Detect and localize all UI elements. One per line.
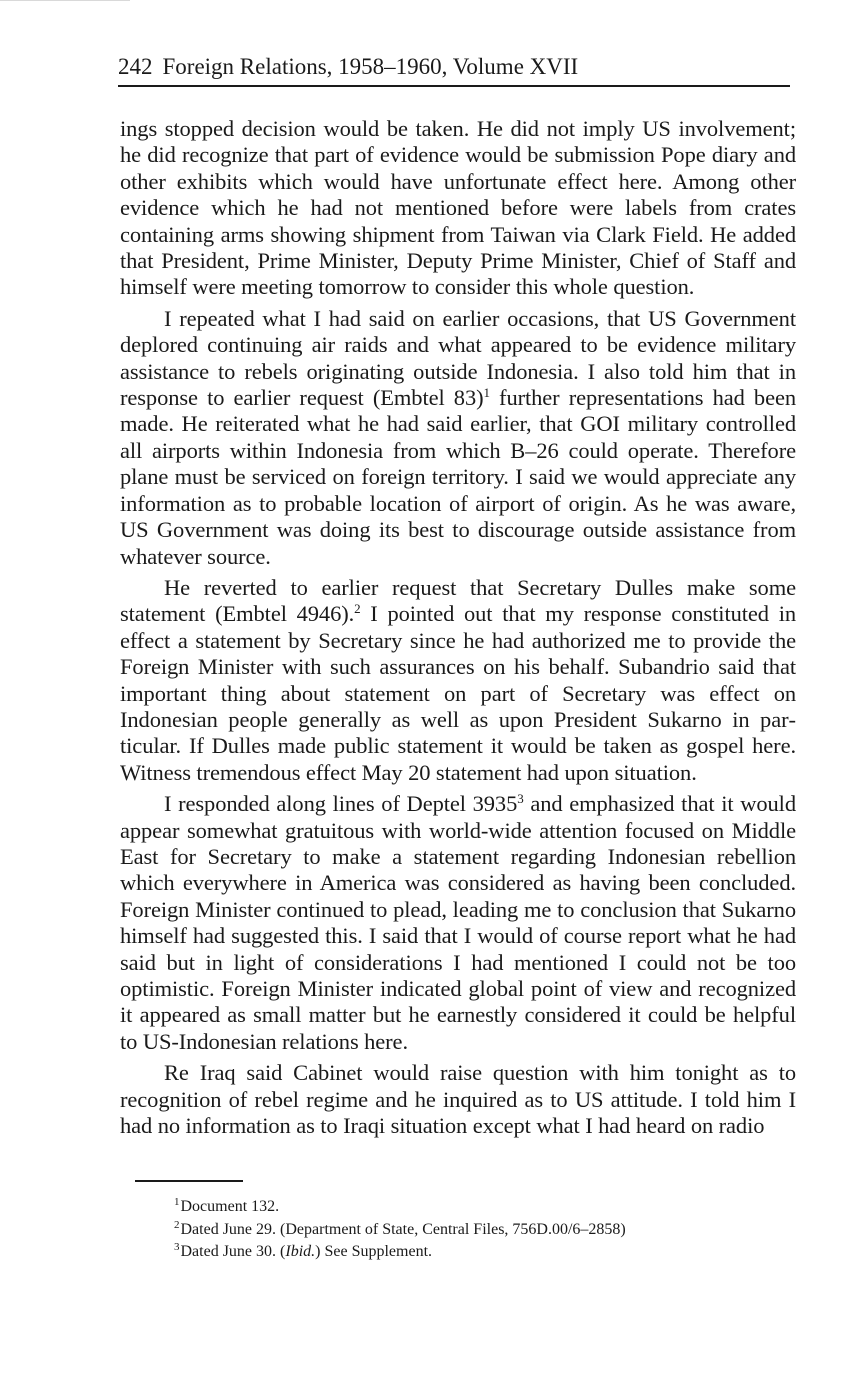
body-text — [120, 116, 796, 1144]
footnote-1 — [174, 1196, 794, 1219]
paragraph-4-text-a: I responded along lines of Deptel 3935 — [164, 791, 518, 817]
paragraph-3-text-a: He reverted to earlier request that Secretary Dulles make some statement (Embtel 4946). — [120, 574, 796, 627]
page-number: 242 — [118, 54, 153, 79]
paragraph-5: Re Iraq said Cabinet would raise question with him tonight as to recognition of rebel regime and he inquired as to US attitude. I told him I had no information as to Iraqi situation except what I had heard on radio — [120, 1060, 796, 1139]
header-rule — [118, 85, 790, 87]
footnote-ref-2: 2 — [354, 601, 361, 617]
footnote-2 — [174, 1219, 794, 1242]
footnote-text-post: ) See Supplement. — [315, 1243, 433, 1260]
footnotes — [174, 1196, 794, 1264]
footnote-ref-3: 3 — [517, 791, 524, 807]
footnote-number: 1 — [174, 1196, 180, 1208]
footnote-3 — [174, 1241, 794, 1264]
paragraph-4 — [120, 791, 796, 1055]
footnote-ref-1: 1 — [483, 385, 490, 401]
footnote-number: 3 — [174, 1241, 180, 1253]
running-head — [118, 52, 790, 82]
paragraph-1: ings stopped decision would be taken. He did not imply US involvement; he did recognize that part of evidence would be submission Pope diary and other exhibits which would have unfortunate effect here. Among other evidence which he had not mentioned before were labels from crates containing arms showing shipment from Taiwan via Clark Field. He added that President, Prime Minister, Deputy Prime Minister, Chief of Staff and himself were meeting tomorrow to consider this whole question. — [120, 116, 796, 300]
paragraph-2-text-a: I repeated what I had said on earlier occasions, that US Government deplored continuing air raids and what appeared to be evidence military assistance to rebels originating outside Indonesia. I also told him that in response to earlier request (Embtel 83) — [120, 305, 796, 411]
volume-title: Foreign Relations, 1958–1960, Volume XVII — [162, 54, 579, 79]
footnote-text-pre: Dated June 30. ( — [180, 1243, 286, 1260]
paragraph-3-text-b: I pointed out that my response constituted in effect a statement by Secretary since he had authorized me to provide the Foreign Minister with such assurances on his behalf. Subandrio said that important thing about statement on part of Secretary was effect on Indonesian people generally as well as upon President Sukarno in particular. If Dulles made public statement it would be taken as gospel here. Witness tremendous effect May 20 statement had upon situation. — [120, 601, 796, 785]
paragraph-4-text-b: and emphasized that it would appear somewhat gratuitous with world-wide attention focused on Middle East for Secretary to make a statement regarding Indonesian rebellion which everywhere in America was considered as having been concluded. Foreign Minister continued to plead, leading me to conclusion that Sukarno himself had suggested this. I said that I would of course report what he had said but in light of considerations I had mentioned I could not be too optimistic. Foreign Minister indicated global point of view and recognized it appeared as small matter but he earnestly considered it could be helpful to US-Indonesian relations here. — [120, 791, 796, 1054]
paragraph-2-text-b: further representations had been made. He reiterated what he had said earlier, that GOI military controlled all airports within Indonesia from which B–26 could operate. Therefore plane must be serviced on foreign territory. I said we would appreciate any information as to probable location of airport of origin. As he was aware, US Government was doing its best to discourage outside assistance from whatever source. — [120, 385, 796, 569]
footnote-text: Dated June 29. (Department of State, Central Files, 756D.00/6–2858) — [180, 1220, 626, 1238]
footnote-ibid: Ibid. — [285, 1243, 316, 1260]
footnote-number: 2 — [174, 1218, 180, 1231]
paragraph-2 — [120, 306, 796, 570]
paragraph-3 — [120, 575, 796, 786]
footnote-rule — [135, 1180, 243, 1182]
footnote-text: Document 132. — [180, 1198, 280, 1215]
scan-edge — [0, 0, 130, 7]
